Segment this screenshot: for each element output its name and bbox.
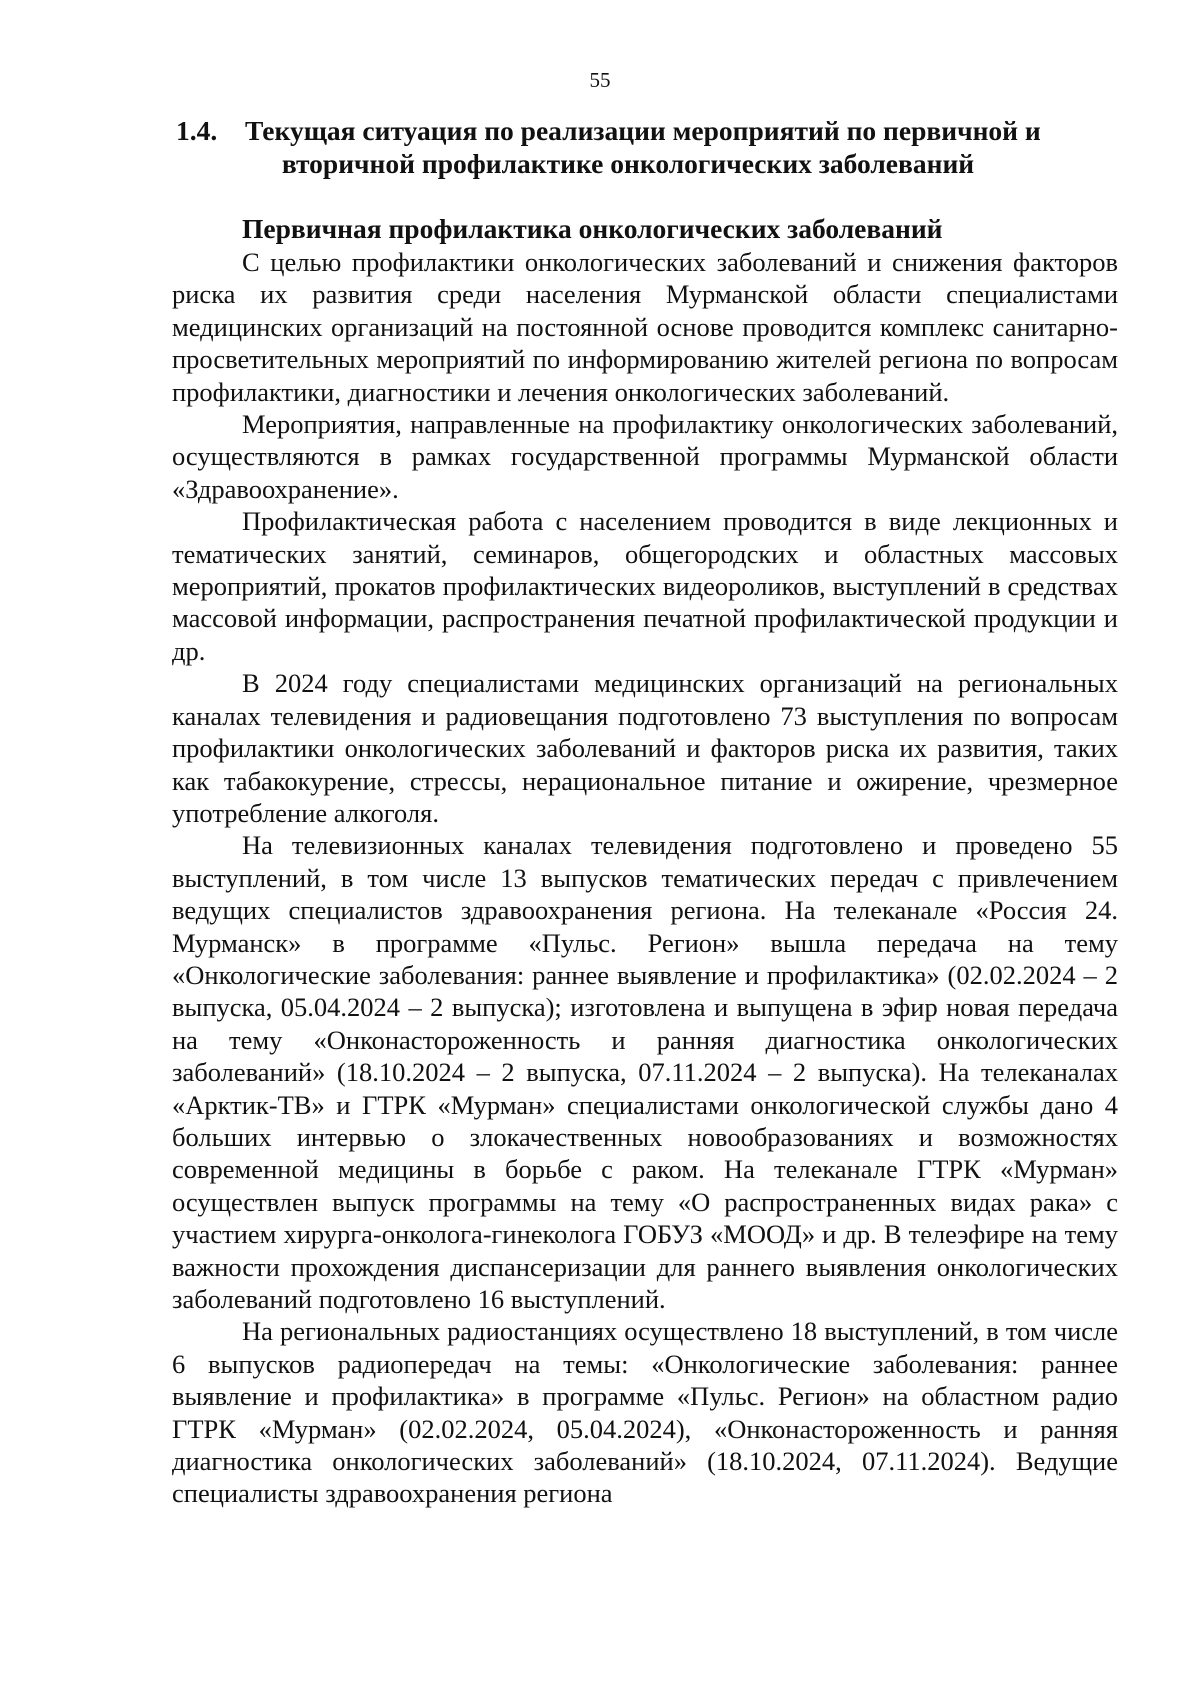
section-heading	[176, 114, 1120, 180]
section-title-line-1: Текущая ситуация по реализации мероприятий по первичной и	[245, 115, 1041, 146]
paragraph-program: Мероприятия, направленные на профилактику онкологических заболеваний, осуществляются в рамках государственной программы Мурманской области «Здравоохранение».	[172, 409, 1118, 504]
section-number: 1.4.	[176, 115, 218, 146]
paragraph-work-forms: Профилактическая работа с населением проводится в виде лекционных и тематических занятий, семинаров, общегородских и областных массовых мероприятий, прокатов профилактических видеороликов, выступлений в средствах массовой информации, распространения печатной профилактической продукции и др.	[172, 506, 1118, 666]
page-number: 55	[589, 68, 611, 92]
subsection-title: Первичная профилактика онкологических заболеваний	[242, 213, 943, 244]
section-title-line-2: вторичной профилактике онкологических заболеваний	[281, 148, 975, 179]
paragraph-radio: На региональных радиостанциях осуществлено 18 выступлений, в том числе 6 выпусков радиопередач на темы: «Онкологические заболевания: раннее выявление и профилактика» в программе «Пульс. Регион» на областном радио ГТРК «Мурман» (02.02.2024, 05.04.2024), «Онконастороженность и ранняя диагностика онкологических заболеваний» (18.10.2024, 07.11.2024). Ведущие специалисты здравоохранения региона	[172, 1316, 1118, 1509]
body-text	[172, 246, 1118, 1510]
paragraph-goals: С целью профилактики онкологических заболеваний и снижения факторов риска их развития среди населения Мурманской области специалистами медицинских организаций на постоянной основе проводится комплекс санитарно-просветительных мероприятий по информированию жителей региона по вопросам профилактики, диагностики и лечения онкологических заболеваний.	[172, 247, 1118, 407]
section-heading-row	[176, 114, 1120, 147]
paragraph-2024-summary: В 2024 году специалистами медицинских организаций на региональных каналах телевидения и радиовещания подготовлено 73 выступления по вопросам профилактики онкологических заболеваний и факторов риска их развития, таких как табакокурение, стрессы, нерациональное питание и ожирение, чрезмерное употребление алкоголя.	[172, 668, 1118, 828]
paragraph-tv: На телевизионных каналах телевидения подготовлено и проведено 55 выступлений, в том числе 13 выпусков тематических передач с привлечением ведущих специалистов здравоохранения региона. На телеканале «Россия 24. Мурманск» в программе «Пульс. Регион» вышла передача на тему «Онкологические заболевания: раннее выявление и профилактика» (02.02.2024 – 2 выпуска, 05.04.2024 – 2 выпуска); изготовлена и выпущена в эфир новая передача на тему «Онконастороженность и ранняя диагностика онкологических заболеваний» (18.10.2024 – 2 выпуска, 07.11.2024 – 2 выпуска). На телеканалах «Арктик-ТВ» и ГТРК «Мурман» специалистами онкологической службы дано 4 больших интервью о злокачественных новообразованиях и возможностях современной медицины в борьбе с раком. На телеканале ГТРК «Мурман» осуществлен выпуск программы на тему «О распространенных видах рака» с участием хирурга-онколога-гинеколога ГОБУЗ «МООД» и др. В телеэфире на тему важности прохождения диспансеризации для раннего выявления онкологических заболеваний подготовлено 16 выступлений.	[172, 830, 1118, 1314]
